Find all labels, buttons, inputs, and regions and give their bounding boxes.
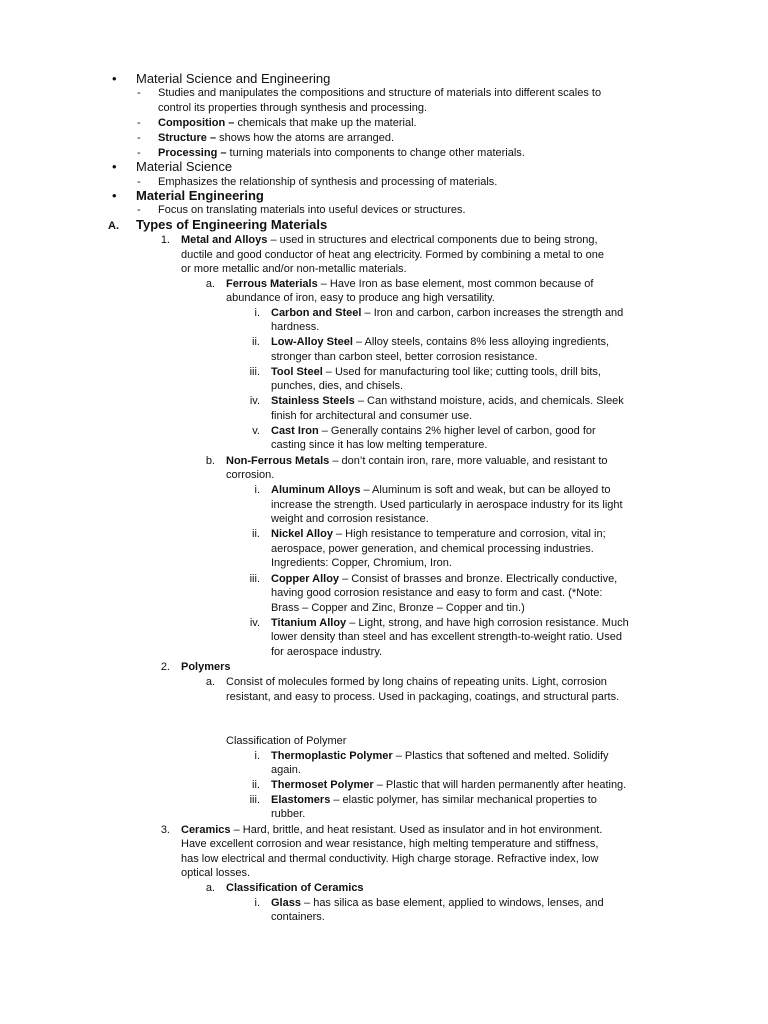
list-item: finish for architectural and consumer use.	[271, 410, 473, 422]
list-marker: ii.	[252, 336, 260, 348]
list-item: Polymers	[181, 661, 231, 673]
list-item: or more metallic and/or non-metallic materials.	[181, 263, 407, 275]
list-item: increase the strength. Used particularly in aerospace industry for its light	[271, 499, 623, 511]
dash-icon: -	[137, 117, 141, 129]
bullet-icon: •	[112, 159, 117, 174]
list-marker: 2.	[160, 661, 170, 673]
dash-icon: -	[137, 176, 141, 188]
list-item: Nickel Alloy – High resistance to temperature and corrosion, vital in;	[271, 528, 606, 540]
list-item: optical losses.	[181, 867, 251, 879]
list-marker: v.	[252, 425, 260, 437]
list-item: Consist of molecules formed by long chains of repeating units. Light, corrosion	[226, 676, 607, 688]
list-marker: 1.	[160, 234, 170, 246]
list-item: Non-Ferrous Metals – don’t contain iron, rare, more valuable, and resistant to	[226, 455, 608, 467]
list-item: Have excellent corrosion and wear resistance, high melting temperature and stiffness,	[181, 838, 599, 850]
list-item: hardness.	[271, 321, 320, 333]
heading: Material Science	[136, 159, 233, 174]
list-marker: i.	[254, 484, 260, 496]
list-item: Low-Alloy Steel – Alloy steels, contains 8% less alloying ingredients,	[271, 336, 610, 348]
list-marker: iv.	[249, 395, 260, 407]
list-item: Ferrous Materials – Have Iron as base element, most common because of	[226, 278, 594, 290]
list-marker: 3.	[160, 824, 170, 836]
list-item: resistant, and easy to process. Used in packaging, coatings, and structural parts.	[226, 691, 620, 703]
list-item: Structure – shows how the atoms are arranged.	[158, 132, 395, 144]
subheading: Classification of Polymer	[226, 735, 347, 747]
section-title: Types of Engineering Materials	[136, 217, 328, 232]
list-item: Classification of Ceramics	[226, 882, 364, 894]
list-item: Cast Iron – Generally contains 2% higher level of carbon, good for	[271, 425, 596, 437]
list-item: casting since it has low melting temperature.	[271, 439, 488, 451]
list-item: Composition – chemicals that make up the material.	[158, 117, 417, 129]
list-item: Thermoset Polymer – Plastic that will harden permanently after heating.	[271, 779, 627, 791]
list-item: Studies and manipulates the compositions and structure of materials into different scales to	[158, 87, 602, 99]
list-item: control its properties through synthesis and processing.	[158, 102, 428, 114]
list-item: ductile and good conductor of heat ang electricity. Formed by combining a metal to one	[181, 249, 604, 261]
list-item: Focus on translating materials into useful devices or structures.	[158, 204, 466, 216]
list-item: Ceramics – Hard, brittle, and heat resistant. Used as insulator and in hot environment.	[181, 824, 603, 836]
list-item: Processing – turning materials into components to change other materials.	[158, 147, 525, 159]
dash-icon: -	[137, 204, 141, 216]
section-marker: A.	[108, 220, 119, 232]
list-item: corrosion.	[226, 469, 275, 481]
list-marker: ii.	[252, 528, 260, 540]
list-item: Emphasizes the relationship of synthesis and processing of materials.	[158, 176, 498, 188]
list-marker: b.	[205, 455, 215, 467]
dash-icon: -	[137, 87, 141, 99]
list-item: Brass – Copper and Zinc, Bronze – Copper and tin.)	[271, 602, 525, 614]
list-item: rubber.	[271, 808, 306, 820]
list-marker: a.	[205, 278, 215, 290]
list-marker: a.	[205, 882, 215, 894]
list-marker: a.	[205, 676, 215, 688]
list-item: for aerospace industry.	[271, 646, 383, 658]
list-item: Copper Alloy – Consist of brasses and bronze. Electrically conductive,	[271, 573, 618, 585]
list-item: Carbon and Steel – Iron and carbon, carbon increases the strength and	[271, 307, 624, 319]
dash-icon: -	[137, 132, 141, 144]
list-marker: i.	[254, 307, 260, 319]
list-item: Aluminum Alloys – Aluminum is soft and weak, but can be alloyed to	[271, 484, 611, 496]
list-marker: iii.	[249, 794, 260, 806]
list-item: Metal and Alloys – used in structures and electrical components due to being strong,	[181, 234, 598, 246]
list-item: weight and corrosion resistance.	[271, 513, 429, 525]
list-item: Elastomers – elastic polymer, has similar mechanical properties to	[271, 794, 597, 806]
list-marker: i.	[254, 897, 260, 909]
list-item: Thermoplastic Polymer – Plastics that softened and melted. Solidify	[271, 750, 609, 762]
list-marker: iii.	[249, 573, 260, 585]
list-item: Ingredients: Copper, Chromium, Iron.	[271, 557, 452, 569]
list-item: containers.	[271, 911, 325, 923]
heading: Material Engineering	[136, 188, 264, 203]
list-item: Titanium Alloy – Light, strong, and have high corrosion resistance. Much	[271, 617, 629, 629]
list-item: having good corrosion resistance and easy to form and cast. (*Note:	[271, 587, 603, 599]
list-marker: i.	[254, 750, 260, 762]
list-marker: iii.	[249, 366, 260, 378]
list-item: lower density than steel and has excellent strength-to-weight ratio. Used	[271, 631, 622, 643]
list-item: again.	[271, 764, 301, 776]
list-item: Tool Steel – Used for manufacturing tool like; cutting tools, drill bits,	[271, 366, 601, 378]
bullet-icon: •	[112, 71, 117, 86]
list-item: abundance of iron, easy to produce ang high versatility.	[226, 292, 495, 304]
list-item: Stainless Steels – Can withstand moisture, acids, and chemicals. Sleek	[271, 395, 624, 407]
list-item: Glass – has silica as base element, applied to windows, lenses, and	[271, 897, 604, 909]
list-item: aerospace, power generation, and chemical processing industries.	[271, 543, 594, 555]
list-item: punches, dies, and chisels.	[271, 380, 404, 392]
list-marker: iv.	[249, 617, 260, 629]
list-item: has low electrical and thermal conductivity. High charge storage. Refractive index, low	[181, 853, 599, 865]
list-marker: ii.	[252, 779, 260, 791]
heading: Material Science and Engineering	[136, 71, 331, 86]
list-item: stronger than carbon steel, better corrosion resistance.	[271, 351, 538, 363]
bullet-icon: •	[112, 188, 117, 203]
dash-icon: -	[137, 147, 141, 159]
